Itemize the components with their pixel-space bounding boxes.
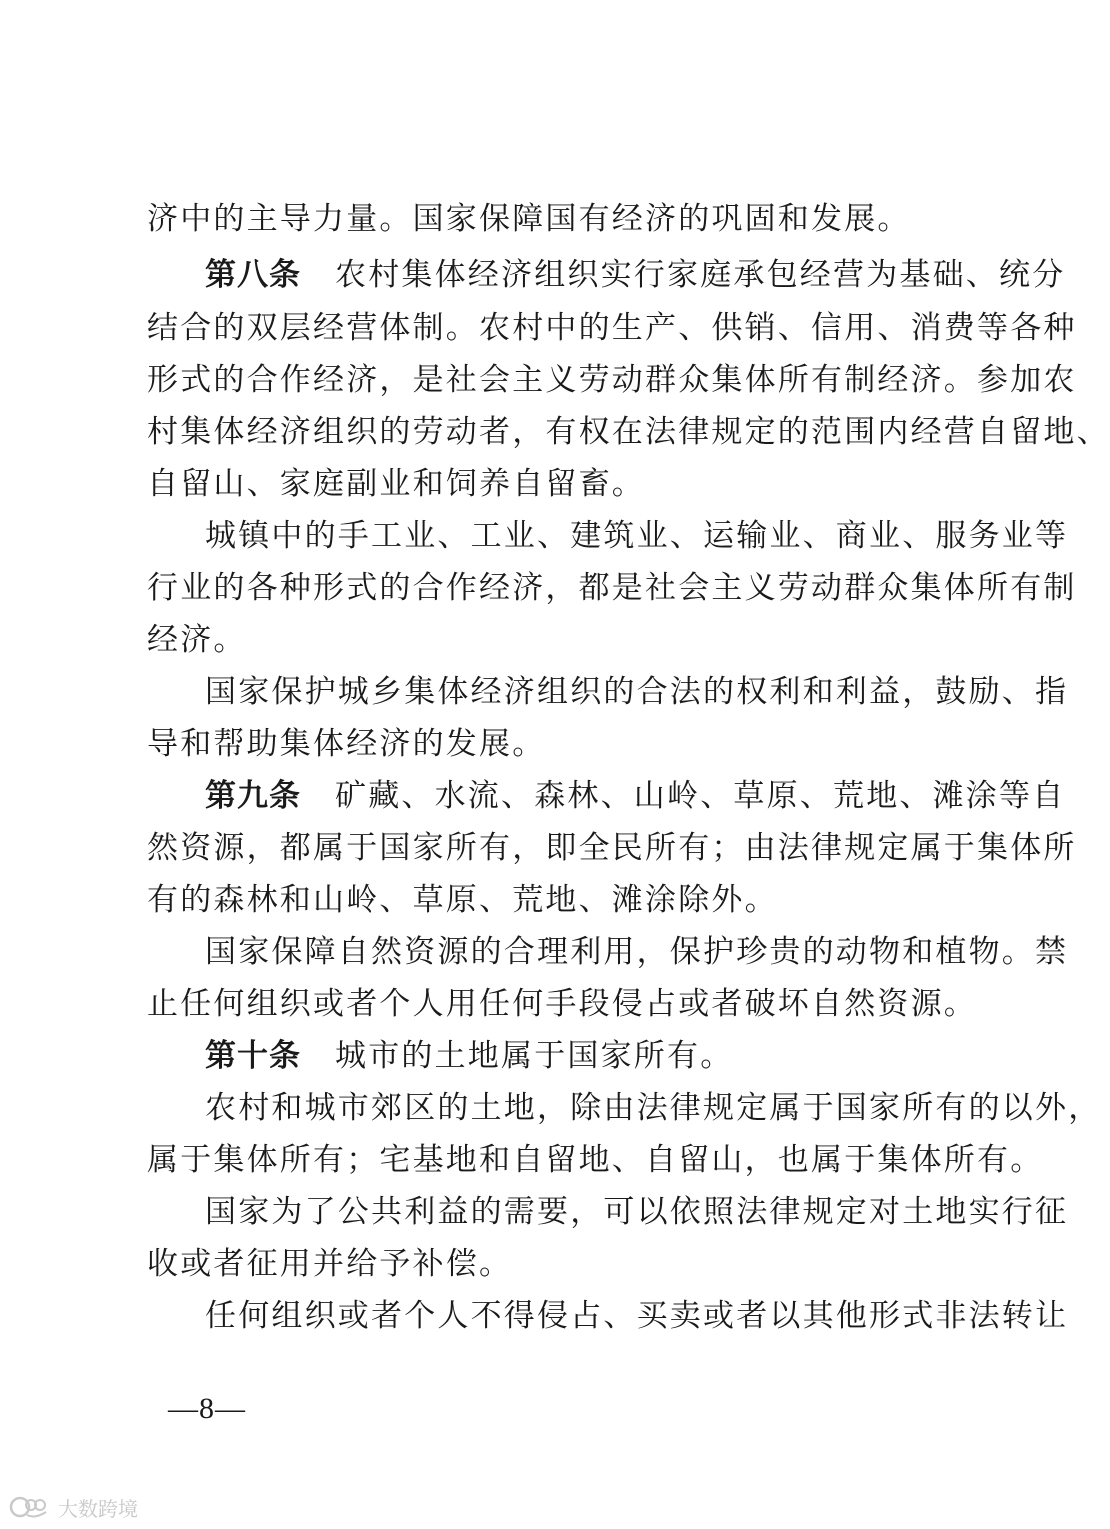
paragraph-line: 导和帮助集体经济的发展。 xyxy=(147,726,546,762)
paragraph-line: 济中的主导力量。国家保障国有经济的巩固和发展。 xyxy=(147,201,911,237)
paragraph-line: 自留山、家庭副业和饲养自留畜。 xyxy=(147,466,645,502)
paragraph-line: 国家保障自然资源的合理利用，保护珍贵的动物和植物。禁 xyxy=(205,934,1069,970)
article-8-line: 第八条 农村集体经济组织实行家庭承包经营为基础、统分 xyxy=(205,257,1066,293)
article-label: 第十条 xyxy=(205,1038,301,1074)
paragraph-line: 农村和城市郊区的土地，除由法律规定属于国家所有的以外， xyxy=(205,1090,1102,1126)
page-number: —8— xyxy=(168,1392,246,1425)
article-label: 第九条 xyxy=(205,778,301,814)
paragraph-line: 村集体经济组织的劳动者，有权在法律规定的范围内经营自留地、 xyxy=(147,414,1110,450)
paragraph-line: 有的森林和山岭、草原、荒地、滩涂除外。 xyxy=(147,882,778,918)
paragraph-line: 收或者征用并给予补偿。 xyxy=(147,1246,513,1282)
watermark xyxy=(8,1492,138,1522)
paragraph-line: 属于集体所有；宅基地和自留地、自留山，也属于集体所有。 xyxy=(147,1142,1044,1178)
article-10-line: 第十条 城市的土地属于国家所有。 xyxy=(205,1038,734,1074)
paragraph-line: 国家为了公共利益的需要，可以依照法律规定对土地实行征 xyxy=(205,1194,1069,1230)
paragraph-line: 止任何组织或者个人用任何手段侵占或者破坏自然资源。 xyxy=(147,986,977,1022)
article-label: 第八条 xyxy=(205,257,301,293)
watermark-text: 大数跨境 xyxy=(58,1496,138,1521)
paragraph-line: 国家保护城乡集体经济组织的合法的权利和利益，鼓励、指 xyxy=(205,674,1069,710)
paragraph-line: 经济。 xyxy=(147,622,247,658)
paragraph-line: 行业的各种形式的合作经济，都是社会主义劳动群众集体所有制 xyxy=(147,570,1077,606)
paragraph-line: 然资源，都属于国家所有，即全民所有；由法律规定属于集体所 xyxy=(147,830,1077,866)
paragraph-line: 结合的双层经营体制。农村中的生产、供销、信用、消费等各种 xyxy=(147,310,1077,346)
paragraph-line: 形式的合作经济，是社会主义劳动群众集体所有制经济。参加农 xyxy=(147,362,1077,398)
paragraph-line: 城镇中的手工业、工业、建筑业、运输业、商业、服务业等 xyxy=(205,518,1069,554)
article-9-line: 第九条 矿藏、水流、森林、山岭、草原、荒地、滩涂等自 xyxy=(205,778,1066,814)
watermark-logo-icon xyxy=(8,1495,52,1519)
paragraph-line: 任何组织或者个人不得侵占、买卖或者以其他形式非法转让 xyxy=(205,1298,1069,1334)
